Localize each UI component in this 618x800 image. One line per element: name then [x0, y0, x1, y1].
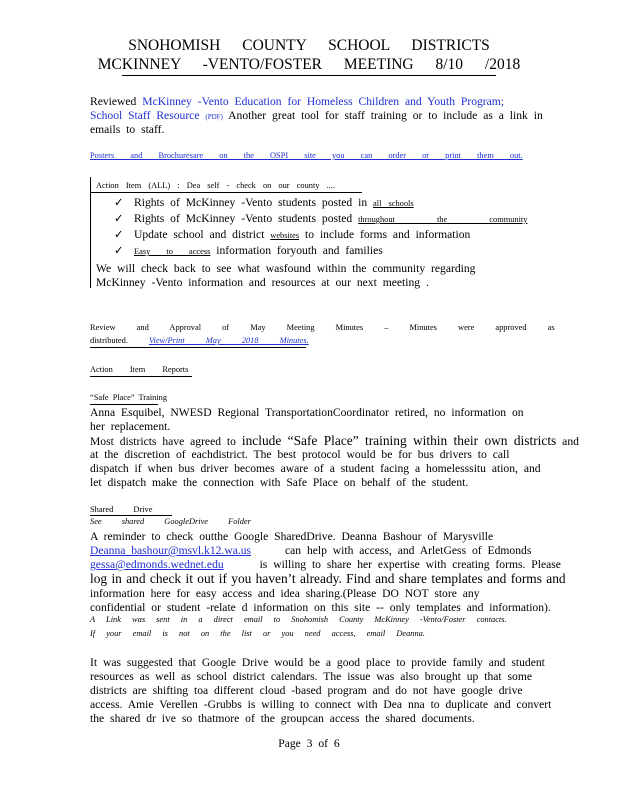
safe-place-p3: Most districts have agreed to include “Safe Place” training within their own districts and: [90, 433, 579, 448]
intro-line2: School Staff Resource (PDF) Another great tool for staff training or to include as a link in: [90, 109, 543, 122]
shared-drive-heading: Shared Drive: [90, 505, 153, 514]
checkmark-icon: ✓: [114, 228, 124, 241]
action-box-border: [90, 177, 91, 288]
action-note-2: McKinney -Vento information and resources at our next meeting .: [96, 276, 429, 289]
safe-place-p4: at the discretion of eachdistrict. The best protocol would be for bus drivers to call: [90, 448, 510, 461]
deanna-email-link[interactable]: Deanna_bashour@msvl.k12.wa.us: [90, 544, 252, 557]
action-item-1: ✓ Rights of McKinney -Vento students posted in all schools: [114, 196, 414, 209]
page-number: Page 3 of 6: [278, 737, 340, 750]
checkmark-icon: ✓: [114, 244, 124, 257]
closing-l4: access. Amie Verellen -Grubbs is willing to connect with Dea nna to duplicate and convert: [90, 698, 552, 711]
review-line1: Review and Approval of May Meeting Minutes – Minutes were approved as: [90, 323, 555, 332]
checkmark-icon: ✓: [114, 196, 124, 209]
intro-line3: emails to staff.: [90, 123, 165, 136]
action-item-heading: Action Item (ALL) : Dea self - check on our county ....: [96, 181, 335, 190]
shared-drive-l5: information here for easy access and idea sharing.(Please DO NOT store any: [90, 587, 480, 600]
shared-drive-folder-link[interactable]: See shared GoogleDrive Folder: [90, 517, 251, 526]
intro-line1: Reviewed McKinney -Vento Education for Homeless Children and Youth Program;: [90, 95, 505, 108]
gessa-email-link[interactable]: gessa@edmonds.wednet.edu: [90, 558, 224, 571]
review-line2: distributed. View/Print May 2018 Minutes.: [90, 336, 309, 345]
closing-l2: resources as well as school district calendars. The issue was also brought up that some: [90, 670, 532, 683]
shared-drive-l2: Deanna_bashour@msvl.k12.wa.us can help with access, and ArletGess of Edmonds: [90, 544, 532, 557]
action-reports-underline: [90, 376, 192, 377]
mckinney-vento-link[interactable]: McKinney -Vento Education for Homeless Children and Youth Program;: [142, 95, 505, 108]
safe-place-p2: her replacement.: [90, 420, 171, 433]
doc-title-line2: MCKINNEY -VENTO/FOSTER MEETING 8/10 /2018: [97, 56, 521, 73]
posters-link[interactable]: Posters and Brochuresare on the OSPI site you can order or print them out.: [90, 151, 523, 160]
action-item-3: ✓ Update school and district websites to include forms and information: [114, 228, 471, 241]
shared-drive-l6: confidential or student -relate d information on this site -- only templates and information).: [90, 601, 551, 614]
closing-l5: the shared dr ive so thatmore of the groupcan access the shared documents.: [90, 712, 475, 725]
checkmark-icon: ✓: [114, 212, 124, 225]
action-heading-underline: [90, 192, 362, 193]
shared-drive-l7: A Link was sent in a direct email to Snohomish County McKinney -Vento/Foster contacts.: [90, 615, 507, 624]
shared-drive-l8: If your email is not on the list or you need access, email Deanna.: [90, 629, 425, 638]
shared-drive-l4: log in and check it out if you haven’t already. Find and share templates and forms and: [90, 571, 566, 586]
action-note-1: We will check back to see what wasfound within the community regarding: [96, 262, 476, 275]
safe-place-p1: Anna Esquibel, NWESD Regional TransportationCoordinator retired, no information on: [90, 406, 524, 419]
safe-place-p5: dispatch if when bus driver becomes aware of a student facing a homelesssitu ation, and: [90, 462, 541, 475]
review-underline: [90, 347, 306, 348]
action-reports-heading: Action Item Reports: [90, 365, 189, 374]
closing-l1: It was suggested that Google Drive would be a good place to provide family and student: [90, 656, 545, 669]
shared-drive-l1: A reminder to check outthe Google SharedDrive. Deanna Bashour of Marysville: [90, 530, 494, 543]
view-print-minutes-link[interactable]: View/Print May 2018 Minutes.: [149, 336, 309, 345]
closing-l3: districts are shifting toa different cloud -based program and do not have google drive: [90, 684, 523, 697]
doc-title-line1: SNOHOMISH COUNTY SCHOOL DISTRICTS: [128, 37, 490, 54]
title-underline: [122, 75, 496, 76]
school-staff-resource-link[interactable]: School Staff Resource: [90, 109, 200, 122]
action-item-4: ✓ Easy to access information foryouth and families: [114, 244, 383, 257]
shared-drive-l3: gessa@edmonds.wednet.edu is willing to share her expertise with creating forms. Please: [90, 558, 561, 571]
safe-place-heading: “Safe Place” Training: [90, 393, 168, 402]
action-item-2: ✓ Rights of McKinney -Vento students posted throughout the community: [114, 212, 528, 225]
safe-place-p6: let dispatch make the connection with Safe Place on behalf of the student.: [90, 476, 469, 489]
